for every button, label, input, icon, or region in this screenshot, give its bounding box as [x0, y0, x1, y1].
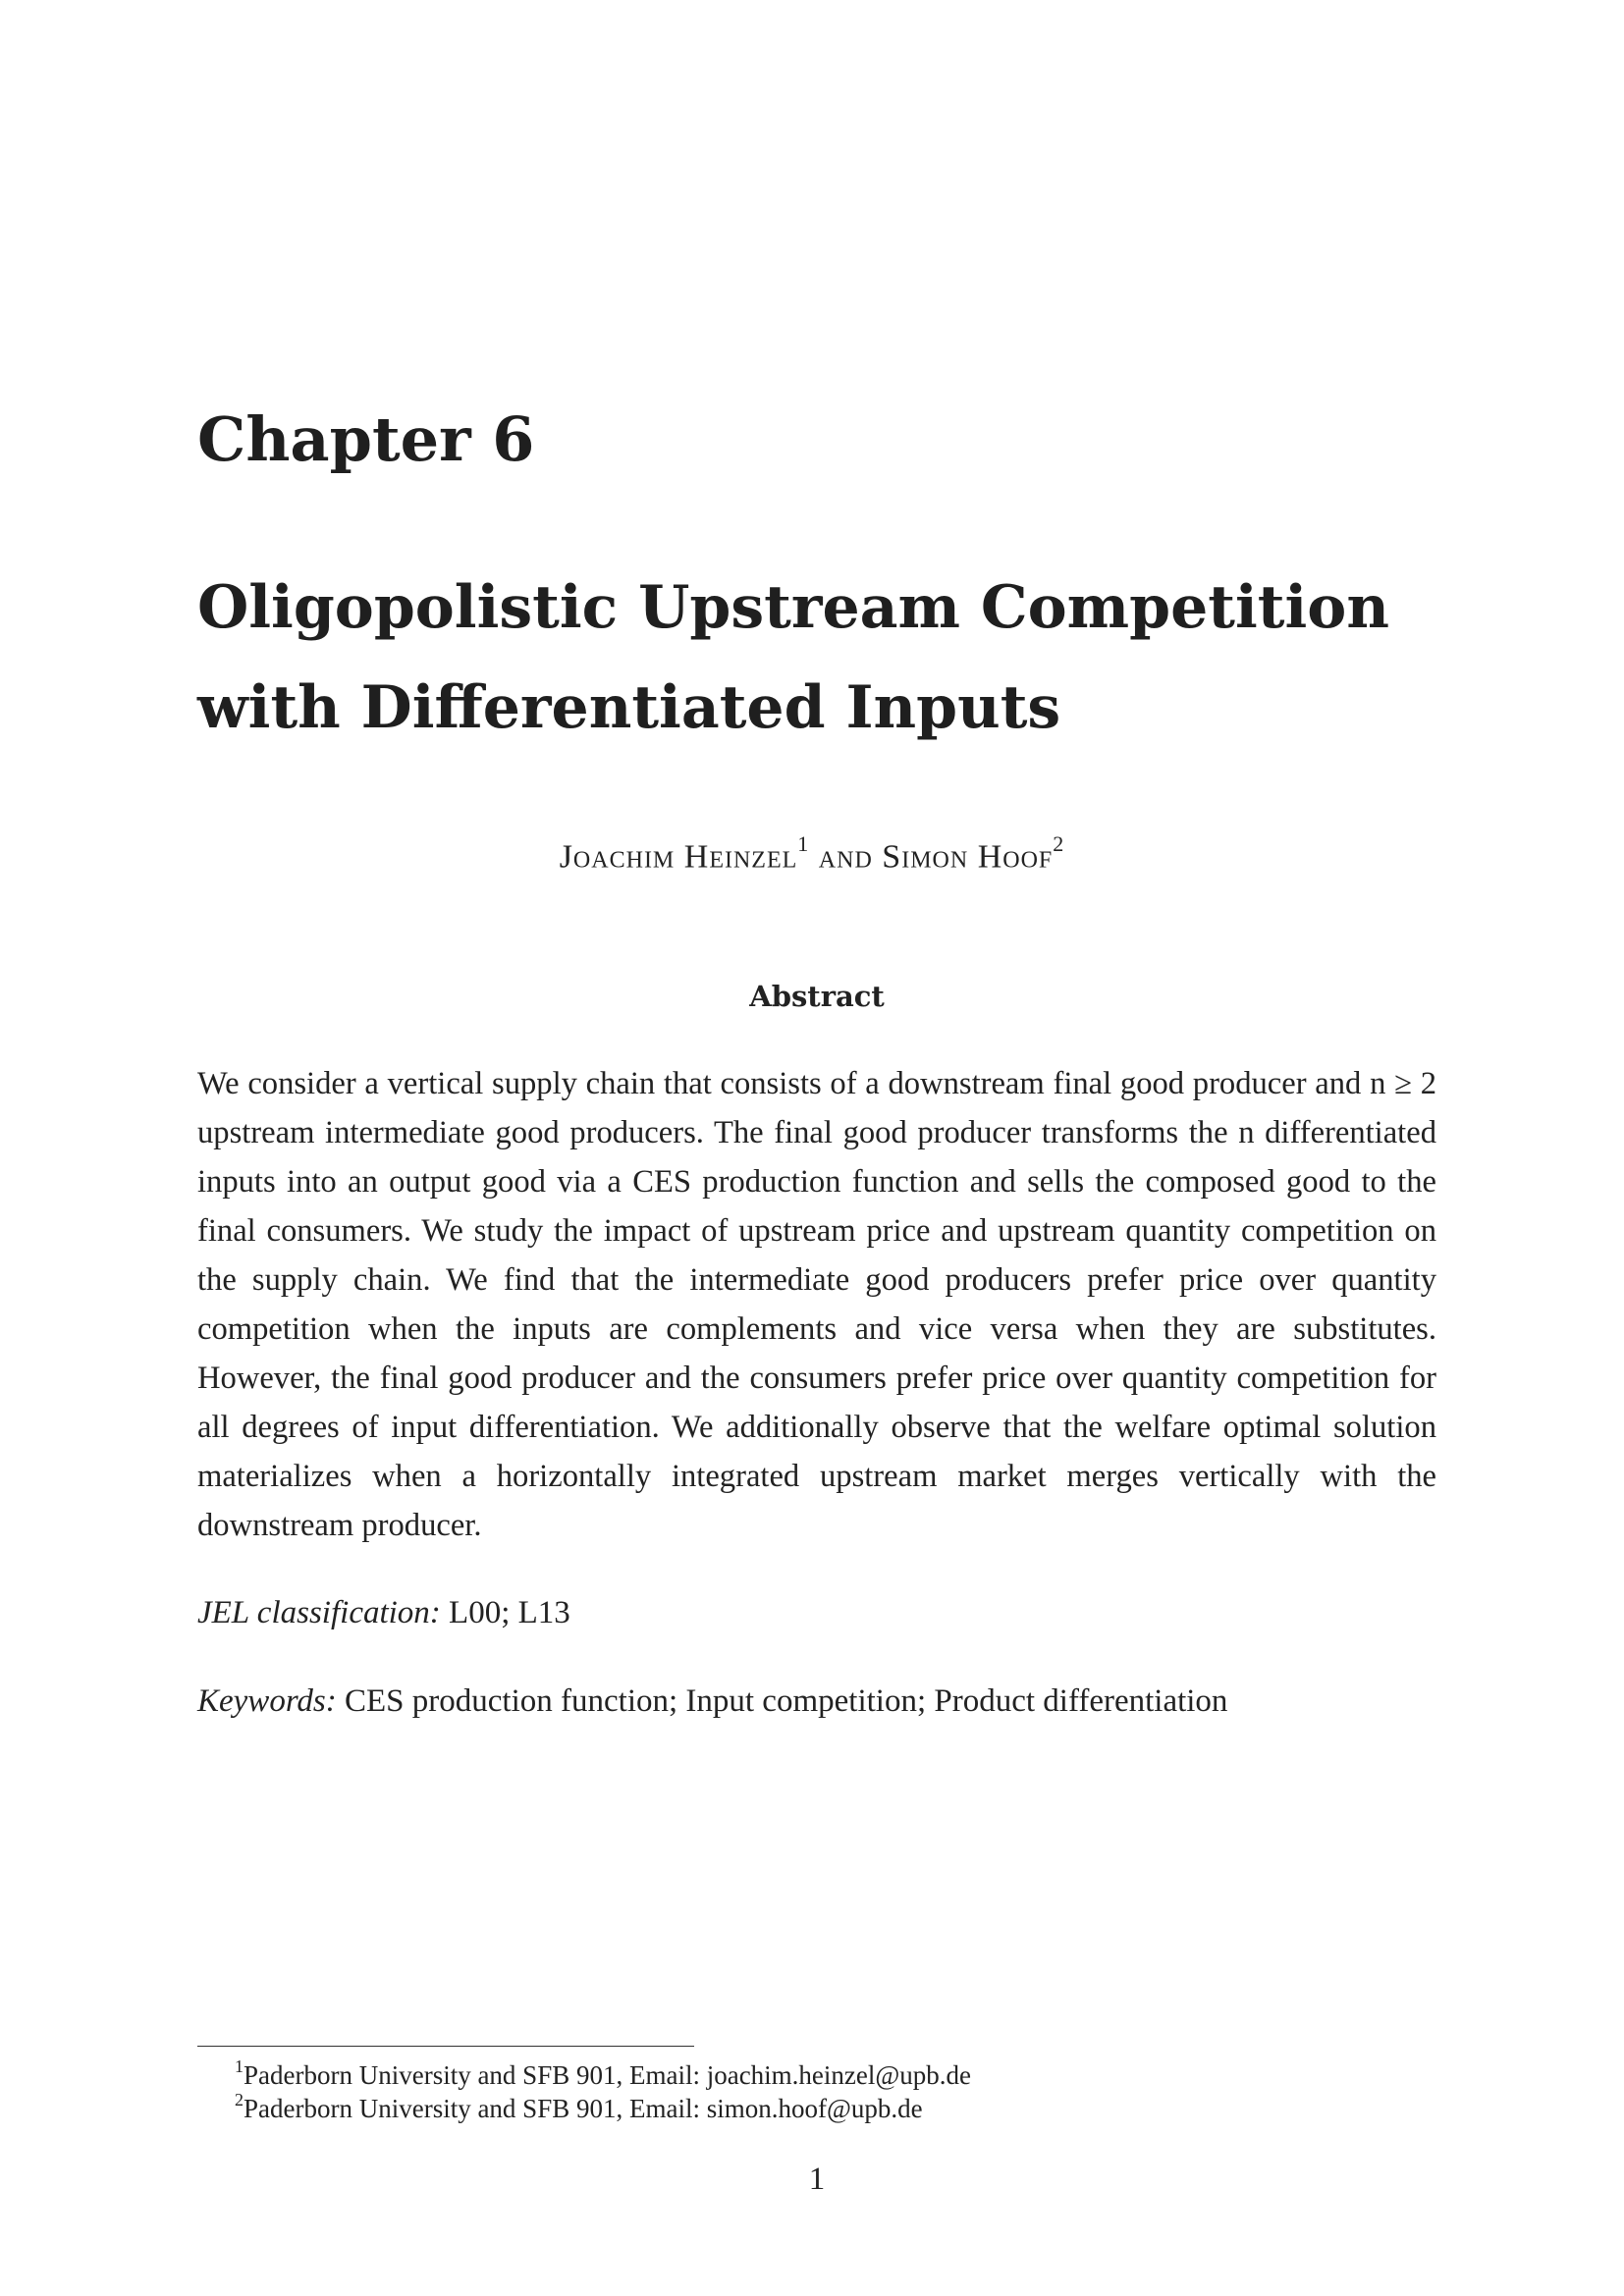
footnote-2: [235, 2085, 923, 2125]
keywords: [197, 1680, 1436, 1723]
jel-classification: [197, 1591, 1436, 1634]
keywords-label: Keywords:: [197, 1683, 337, 1719]
chapter-label: Chapter 6: [197, 403, 535, 475]
footnote-2-mark: 2: [235, 2090, 244, 2109]
footnote-divider: [197, 2046, 694, 2047]
jel-value: L00; L13: [449, 1595, 570, 1630]
footnote-2-text: Paderborn University and SFB 901, Email: simon.hoof@upb.de: [244, 2094, 923, 2123]
footnote-1-text: Paderborn University and SFB 901, Email: joachim.heinzel@upb.de: [244, 2060, 971, 2090]
page-number: 1: [808, 2162, 826, 2197]
abstract-text: We consider a vertical supply chain that consists of a downstream final good producer and n ≥ 2 upstream intermediate good producers. The final good producer transforms the n differentiated inputs into an output good via a CES production function and sells the composed good to the final consumers. We study the impact of upstream price and upstream quantity competition on the supply chain. We find that the intermediate good producers prefer price over quantity competition when the inputs are complements and vice versa when they are substitutes. However, the final good producer and the consumers prefer price over quantity competition for all degrees of input differentiation. We additionally observe that the welfare optimal solution materializes when a horizontally integrated upstream market merges vertically with the downstream producer.: [197, 1066, 1436, 1543]
author-name-1: Joachim Heinzel: [559, 838, 798, 876]
chapter-title-line-2: with Differentiated Inputs: [197, 673, 1061, 742]
jel-label: JEL classification:: [197, 1595, 441, 1630]
author-connector: and: [818, 838, 873, 876]
footnote-1-mark: 1: [235, 2056, 244, 2076]
footnote-marker-2: 2: [1053, 831, 1065, 856]
author-line: [0, 827, 1624, 879]
abstract-heading: Abstract: [749, 980, 885, 1013]
chapter-title: [197, 558, 1474, 758]
footnote-marker-1: 1: [797, 831, 810, 856]
chapter-title-line-1: Oligopolistic Upstream Competition: [197, 573, 1389, 642]
keywords-value: CES production function; Input competition; Product differentiation: [345, 1683, 1228, 1719]
author-name-2: Simon Hoof: [882, 838, 1054, 876]
